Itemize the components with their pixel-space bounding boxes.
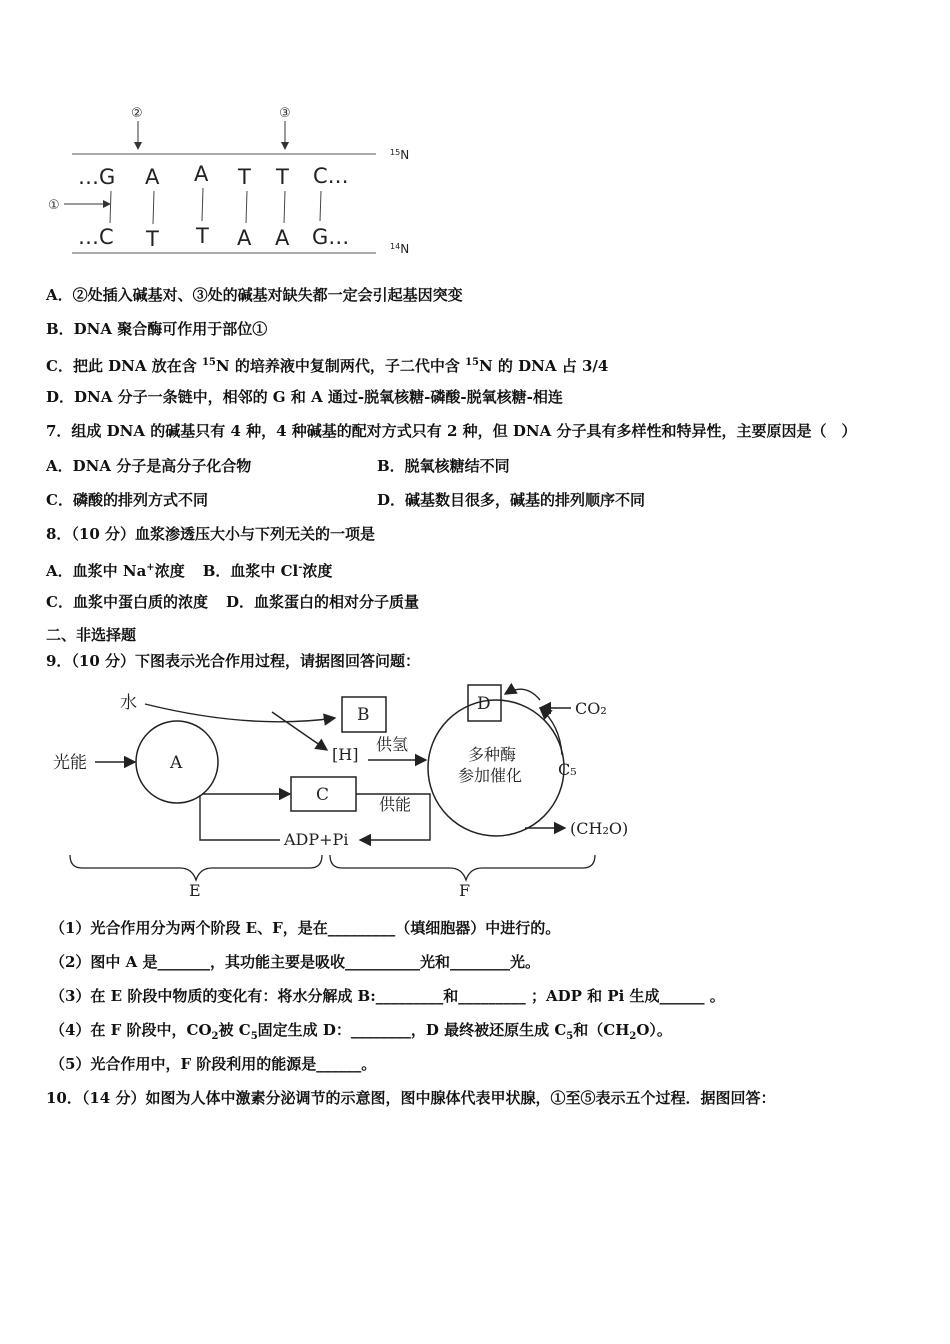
q6-option-d: D．DNA 分子一条链中，相邻的 G 和 A 通过-脱氧核糖-磷酸-脱氧核糖-相连 bbox=[46, 388, 563, 406]
label-e: E bbox=[189, 881, 201, 900]
top-base-2: A bbox=[145, 165, 160, 189]
bottom-base-4: A bbox=[237, 226, 252, 250]
label-adp: ADP+Pi bbox=[284, 830, 349, 849]
top-base-4: T bbox=[238, 165, 251, 189]
q9-part-1: （1）光合作用分为两个阶段 E、F，是在_________（填细胞器）中进行的。 bbox=[50, 919, 561, 937]
q7-stem: 7．组成 DNA 的碱基只有 4 种，4 种碱基的配对方式只有 2 种，但 DNA 分子具有多样性和特异性，主要原因是（ ） bbox=[46, 422, 857, 440]
photosynthesis-figure bbox=[50, 680, 650, 900]
label-d: D bbox=[477, 694, 491, 714]
top-base-1: …G bbox=[78, 165, 116, 189]
light-label: 光能 bbox=[53, 753, 87, 773]
dna-figure bbox=[40, 95, 460, 265]
q10-stem: 10．（14 分）如图为人体中激素分泌调节的示意图，图中腺体代表甲状腺，①至⑤表示五个过程．据图回答： bbox=[46, 1089, 776, 1107]
q7-option-c: C．磷酸的排列方式不同 bbox=[46, 491, 208, 509]
label-b: B bbox=[357, 705, 370, 725]
bottom-base-3: T bbox=[196, 224, 209, 248]
label-15n: $^{15}$N bbox=[390, 148, 410, 162]
q9-part-5: （5）光合作用中，F 阶段利用的能源是______。 bbox=[50, 1055, 377, 1073]
q6-option-b: B．DNA 聚合酶可作用于部位① bbox=[46, 320, 268, 338]
label-enzyme-1: 多种酶 bbox=[468, 745, 517, 764]
top-base-5: T bbox=[276, 165, 289, 189]
q9-stem: 9．（10 分）下图表示光合作用过程，请据图回答问题： bbox=[46, 652, 421, 670]
q7-option-d: D．碱基数目很多，碱基的排列顺序不同 bbox=[377, 491, 646, 509]
top-base-3: A bbox=[194, 162, 209, 186]
water-label: 水 bbox=[120, 693, 137, 713]
q9-part-2: （2）图中 A 是_______，其功能主要是吸收__________光和________光。 bbox=[50, 953, 541, 971]
q8-stem: 8．（10 分）血浆渗透压大小与下列无关的一项是 bbox=[46, 525, 376, 543]
top-base-6: C… bbox=[313, 164, 349, 188]
label-c: C bbox=[316, 785, 330, 805]
q9-part-3: （3）在 E 阶段中物质的变化有：将水分解成 B:_________和_________ ；ADP 和 Pi 生成______ 。 bbox=[50, 987, 725, 1005]
section-heading: 二、非选择题 bbox=[46, 626, 137, 644]
label-supply-h: 供氢 bbox=[376, 735, 409, 754]
label-co2: CO₂ bbox=[575, 699, 607, 718]
label-c5: C₅ bbox=[558, 760, 577, 779]
bottom-base-5: A bbox=[275, 226, 290, 250]
label-f: F bbox=[459, 881, 471, 900]
label-ch2o: (CH₂O) bbox=[570, 819, 629, 838]
marker-2: ② bbox=[131, 106, 143, 121]
q8-options-cd: C．血浆中蛋白质的浓度 D．血浆蛋白的相对分子质量 bbox=[46, 593, 419, 611]
label-supply-energy: 供能 bbox=[379, 795, 412, 814]
label-h: [H] bbox=[332, 745, 359, 764]
q7-option-b: B．脱氧核糖结不同 bbox=[377, 457, 510, 475]
marker-3: ③ bbox=[279, 106, 291, 121]
label-enzyme-2: 参加催化 bbox=[458, 766, 523, 785]
label-14n: $^{14}$N bbox=[390, 242, 410, 256]
label-a: A bbox=[170, 753, 183, 773]
bottom-base-1: …C bbox=[78, 225, 114, 249]
q7-option-a: A．DNA 分子是高分子化合物 bbox=[46, 457, 252, 475]
q9-part-4: （4）在 F 阶段中，$CO_2$被 $C_5$固定生成 D：________，D 最终被还原生成 $C_5$和$(CH_2O)$。 bbox=[50, 1021, 672, 1042]
q6-option-a: A．②处插入碱基对、③处的碱基对缺失都一定会引起基因突变 bbox=[46, 286, 463, 304]
bottom-base-6: G… bbox=[312, 225, 350, 249]
bottom-base-2: T bbox=[146, 227, 159, 251]
marker-1: ① bbox=[48, 198, 60, 213]
q8-options-ab: A．血浆中 Na+浓度 B．血浆中 Cl-浓度 bbox=[46, 562, 333, 580]
q6-option-c: C．把此 DNA 放在含 $^{15}$N 的培养液中复制两代，子二代中含 $^{15}$N 的 DNA 占 3/4 bbox=[46, 357, 609, 375]
